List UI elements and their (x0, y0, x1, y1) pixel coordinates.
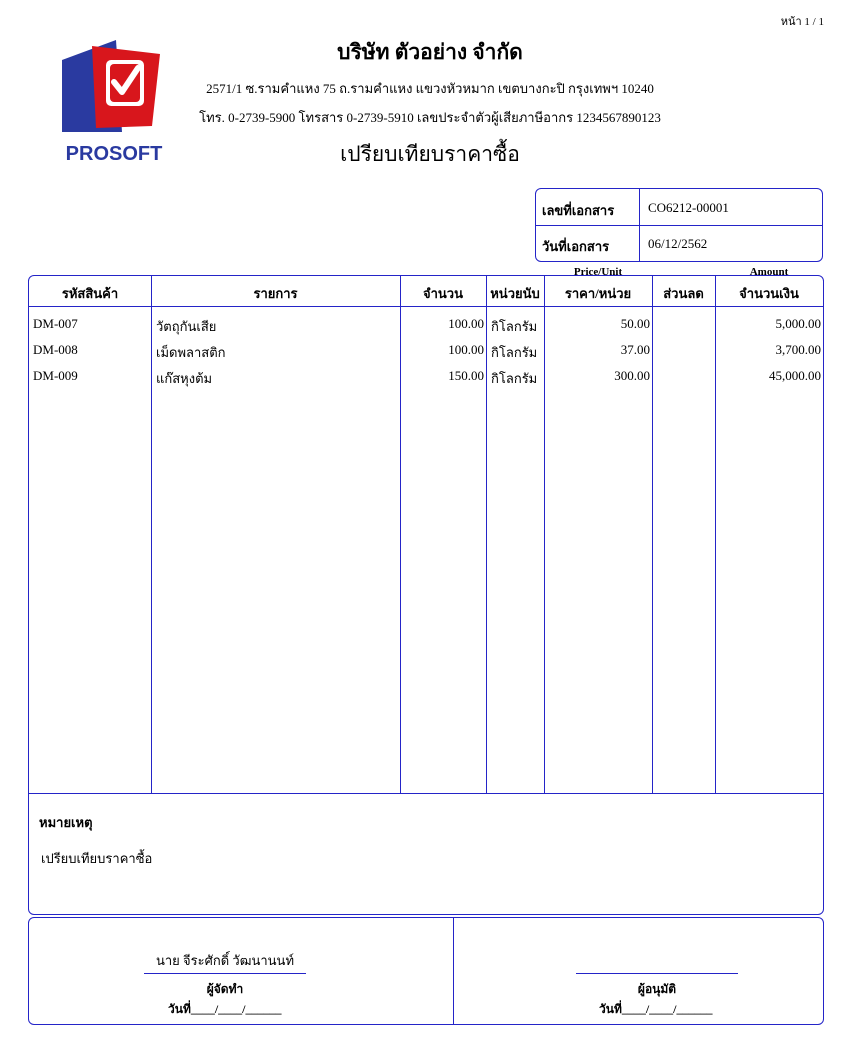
document-title: เปรียบเทียบราคาซื้อ (340, 142, 520, 166)
row-item: วัตถุกันเสีย (156, 319, 217, 334)
preparer-date: วันที่____/____/______ (168, 1002, 282, 1016)
company-name: บริษัท ตัวอย่าง จำกัด (337, 40, 523, 64)
row-qty: 100.00 (448, 342, 484, 357)
header-discount: ส่วนลด (663, 286, 704, 301)
header-code: รหัสสินค้า (61, 286, 119, 301)
signature-box (28, 917, 824, 1025)
header-amount-en: Amount (749, 266, 789, 278)
row-qty: 100.00 (448, 316, 484, 331)
document-info-box (535, 188, 823, 262)
header-price: ราคา/หน่วย (564, 286, 632, 301)
row-item: เม็ดพลาสติก (156, 345, 226, 360)
row-amount: 3,700.00 (775, 342, 821, 357)
company-contact: โทร. 0-2739-5900 โทรสาร 0-2739-5910 เลขประจำตัวผู้เสียภาษีอากร 1234567890123 (199, 110, 661, 125)
row-amount: 45,000.00 (769, 368, 821, 383)
company-address: 2571/1 ซ.รามคำแหง 75 ถ.รามคำแหง แขวงหัวหมาก เขตบางกะปิ กรุงเทพฯ 10240 (206, 81, 654, 96)
row-price: 300.00 (614, 368, 650, 383)
row-code: DM-007 (33, 316, 78, 331)
header-price-en: Price/Unit (573, 266, 623, 278)
row-unit: กิโลกรัม (491, 345, 538, 360)
row-price: 50.00 (620, 316, 650, 331)
row-price: 37.00 (620, 342, 650, 357)
prosoft-logo (52, 32, 176, 172)
table-row (29, 316, 825, 342)
preparer-name: นาย จีระศักดิ์ วัฒนานนท์ (155, 953, 295, 968)
preparer-role: ผู้จัดทำ (206, 982, 244, 996)
header-item: รายการ (253, 286, 298, 301)
items-table (28, 266, 824, 915)
row-item: แก๊สหุงต้ม (156, 371, 213, 386)
row-qty: 150.00 (448, 368, 484, 383)
document-number-label: เลขที่เอกสาร (542, 203, 615, 218)
document-number: CO6212-00001 (648, 200, 729, 215)
approver-date: วันที่____/____/______ (599, 1002, 713, 1016)
row-code: DM-008 (33, 342, 78, 357)
row-amount: 5,000.00 (775, 316, 821, 331)
header-unit: หน่วยนับ (490, 286, 540, 301)
row-unit: กิโลกรัม (491, 319, 538, 334)
preparer-signature-line (144, 973, 306, 974)
row-code: DM-009 (33, 368, 78, 383)
table-row (29, 342, 825, 368)
page-number: หน้า 1 / 1 (780, 16, 824, 28)
document-date-label: วันที่เอกสาร (542, 239, 610, 254)
approver-role: ผู้อนุมัติ (637, 982, 677, 996)
header-amount: จำนวนเงิน (739, 286, 799, 301)
remark-text: เปรียบเทียบราคาซื้อ (41, 851, 153, 866)
approver-signature-line (576, 973, 738, 974)
logo-text: PROSOFT (65, 143, 163, 165)
document-date: 06/12/2562 (648, 236, 708, 251)
table-row (29, 368, 825, 394)
row-unit: กิโลกรัม (491, 371, 538, 386)
remark-label: หมายเหตุ (39, 815, 93, 830)
header-qty: จำนวน (423, 286, 463, 301)
